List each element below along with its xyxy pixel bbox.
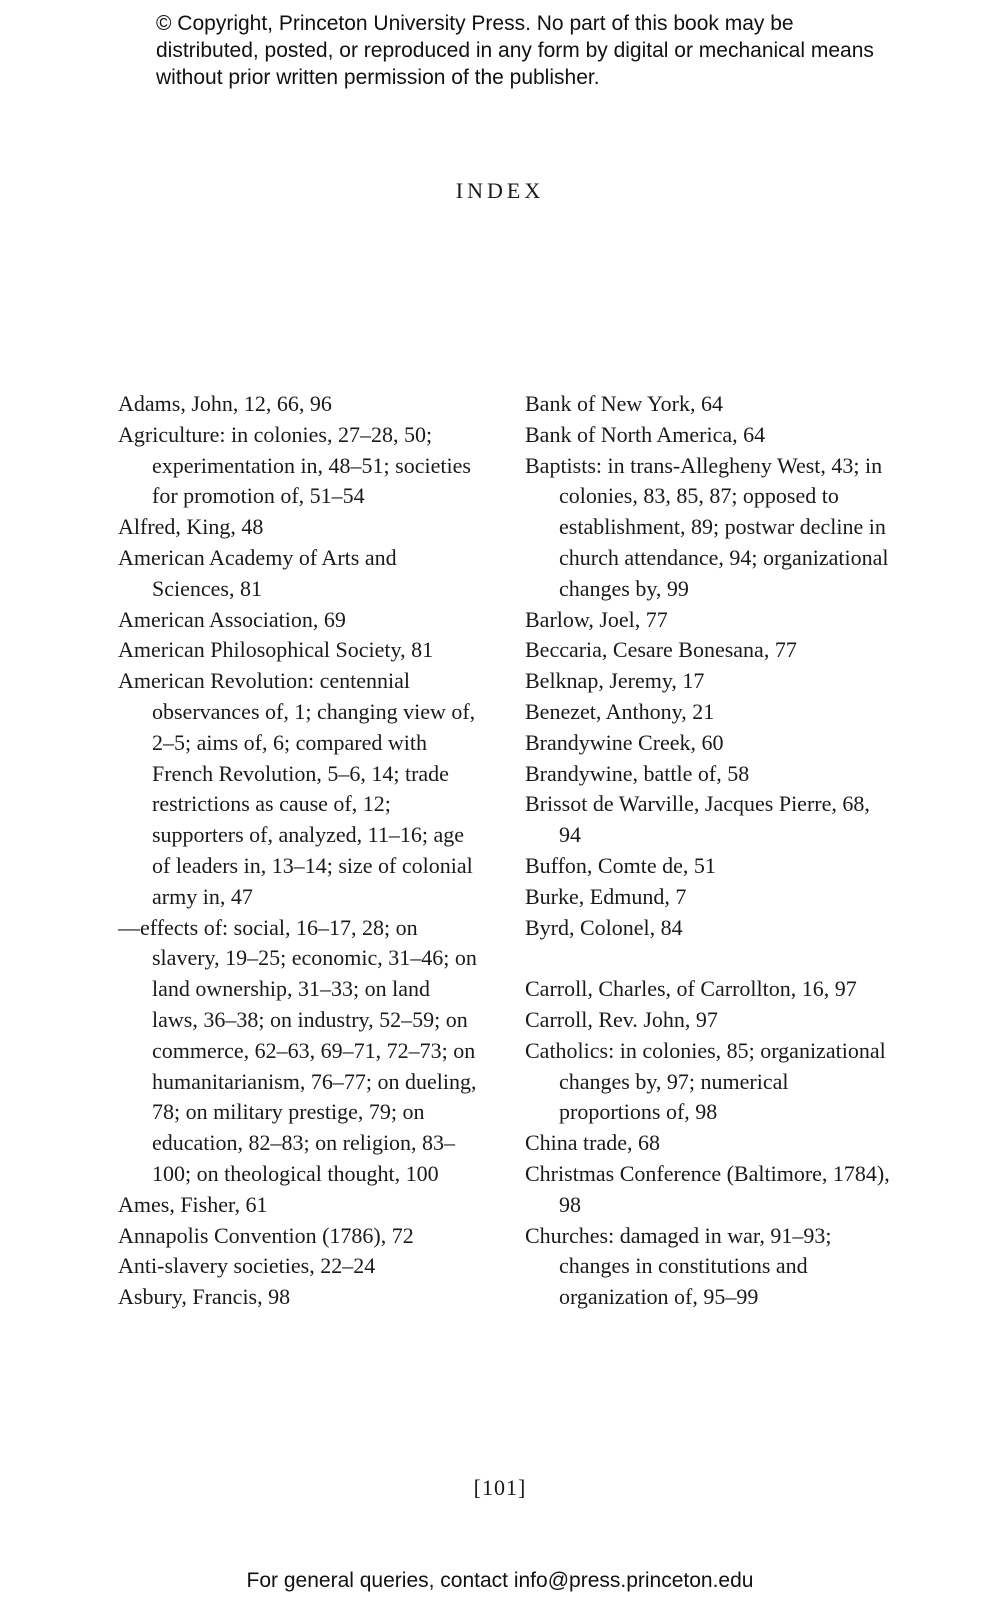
index-entry: Churches: damaged in war, 91–93; changes in constitutions and organization of, 95–99 [525,1222,832,1310]
index-entry: Carroll, Rev. John, 97 [525,1006,718,1032]
index-entry: Buffon, Comte de, 51 [525,852,716,878]
index-entry: Carroll, Charles, of Carrollton, 16, 97 [525,976,857,1002]
copyright-notice: © Copyright, Princeton University Press. No part of this book may be distributed, posted, or reproduced in any form by digital or mechanical means without prior written permission of the publisher. [156,12,874,89]
index-entry: Baptists: in trans-Allegheny West, 43; in colonies, 83, 85, 87; opposed to establishment, 89; postwar decline in church attendance, 94; organizational changes by, 99 [525,452,889,601]
page-title: INDEX [455,178,545,203]
index-entry: Byrd, Colonel, 84 [525,914,683,940]
index-entry: Christmas Conference (Baltimore, 1784), 98 [525,1160,890,1217]
footer-contact: For general queries, contact info@press.princeton.edu [246,1569,754,1592]
index-entry: Alfred, King, 48 [118,514,264,540]
index-entry: Brandywine, battle of, 58 [525,760,750,786]
index-entry: China trade, 68 [525,1130,661,1156]
index-entry: Bank of New York, 64 [525,391,723,416]
index-entry: Ames, Fisher, 61 [118,1191,268,1217]
index-column-left [118,389,478,1313]
index-entry: Catholics: in colonies, 85; organizational changes by, 97; numerical proportions of, 98 [525,1037,886,1125]
page-number: [101] [473,1475,527,1500]
index-entry: Annapolis Convention (1786), 72 [118,1222,414,1248]
index-entry: Brandywine Creek, 60 [525,729,724,755]
index-entry: Asbury, Francis, 98 [118,1284,291,1310]
index-entry: Beccaria, Cesare Bonesana, 77 [525,637,797,663]
index-entry: Benezet, Anthony, 21 [525,698,715,724]
index-subentry: —effects of: social, 16–17, 28; on slavery, 19–25; economic, 31–46; on land ownership, 31–33; on land laws, 36–38; on industry, 52–59; on commerce, 62–63, 69–71, 72–73; on humanitarianism, 76–77; on dueling, 78; on military prestige, 79; on education, 82–83; on religion, 83–100; on theological thought, 100 [118,914,477,1186]
index-entry: American Philosophical Society, 81 [118,637,434,663]
index-entry: Belknap, Jeremy, 17 [525,668,705,694]
index-entry: Brissot de Warville, Jacques Pierre, 68, 94 [525,791,870,848]
index-column-right [525,389,895,1313]
index-entry: American Revolution: centennial observances of, 1; changing view of, 2–5; aims of, 6; compared with French Revolution, 5–6, 14; trade restrictions as cause of, 12; supporters of, analyzed, 11–16; age of leaders in, 13–14; size of colonial army in, 47 [118,668,476,909]
index-entry: Burke, Edmund, 7 [525,883,687,909]
index-entry: Anti-slavery societies, 22–24 [118,1253,376,1279]
index-entry: American Association, 69 [118,606,346,632]
index-entry: Adams, John, 12, 66, 96 [118,391,332,416]
index-entry: Barlow, Joel, 77 [525,606,668,632]
index-entry: Agriculture: in colonies, 27–28, 50; experimentation in, 48–51; societies for promotion of, 51–54 [118,421,471,509]
index-entry: American Academy of Arts and Sciences, 81 [118,544,397,601]
index-entry: Bank of North America, 64 [525,421,766,447]
